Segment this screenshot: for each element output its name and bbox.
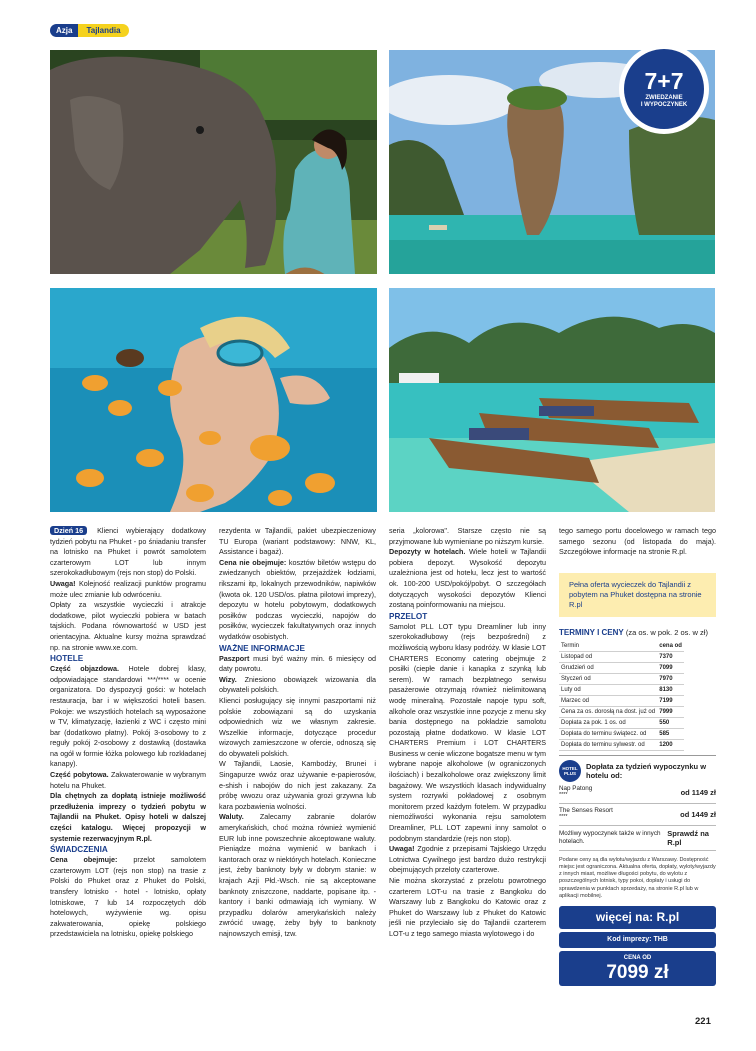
text-column-1	[50, 526, 206, 940]
visa-text-3: W Tajlandii, Laosie, Kambodży, Brunei i Singapurze wwóz oraz używanie e-papierosów, e-shish i nabojów do nich jest zakazany. Za próbę wwozu oraz używania grozi grzywna lub kara pozbawienia wolności.	[219, 759, 376, 811]
warning-text-2: Nie można skorzystać z przelotu powrotnego czarterem LOT-u na trasie z Bangkoku do Warszawy lub z Bangkoku do Katowic oraz z Phuket do Warszawy lub z Phuket do Katowic jeśli nie przyleciało się do Tajlandii czarterem LOT-u z tego samego miasta wylotowego i do	[389, 876, 546, 938]
price-row	[559, 706, 684, 717]
costs-text: Opłaty za wszystkie wycieczki i atrakcje dodatkowe, pilot wycieczki pobiera w batach tajskich. Podana równowartość w USD jest orientacyjna. Aktualne kursy można sprawdzać np. na stronie www.xe.com.	[50, 600, 206, 652]
photo-snorkeling	[50, 288, 377, 512]
text-column-2	[219, 526, 376, 940]
stay-part-label: Część pobytowa.	[50, 770, 109, 780]
price-row-value: 8130	[657, 684, 684, 695]
hotel-name-block	[559, 785, 592, 800]
excludes-label: Cena nie obejmuje:	[219, 557, 287, 567]
tour-part-text: Hotele dobrej klasy, odpowiadające standardowi ***/**** w ocenie organizatora. Do dyspozycji gości: w hotelach restauracja, bar i w większości hoteli basen. Pokoje: we wszystkich hotelach są wyposażone w TV, klimatyzację, łazienki z WC i często mini bar (dodatkowo płatny). Pokój 3-osobowy to z reguły pokój 2-osobowy z dostawką (dostawka na ogół w formie łóżka polowego lub rozkładanej kanapy).	[50, 664, 206, 769]
visa-text: Zniesiono obowiązek wizowania dla obywateli polskich.	[219, 674, 376, 695]
hotel-row[interactable]	[559, 782, 716, 804]
warning-text: Zgodnie z przepisami Tajskiego Urzędu Lotnictwa Cywilnego jest bardzo dużo restrykcji obejmujących przeloty czarterowe.	[389, 844, 546, 875]
price-row-value: 7970	[657, 673, 684, 684]
hotel-surcharge-heading: Dopłata za tydzień wypoczynku w hotelu od:	[586, 761, 707, 780]
hotel-name: Możliwy wypoczynek także w innych hotelach.	[559, 830, 661, 845]
warning-label: Uwaga!	[389, 844, 415, 854]
flight-text: Samolot PLL LOT typu Dreamliner lub inny szerokokadłubowy (rejs bezpośredni) z możliwością wyboru klasy podróży. W klasie LOT CHARTERS Economy catering obejmuje 2 posiłki (ciepłe danie i kanapka z szynką lub serem). W ramach bezpłatnego serwisu pasażerowie otrzymają również nielimitowaną wodę mineralną. Pozostałe napoje typu soft, alkohole oraz wszystkie inne pozycje z menu sky bania dostępnego na pokładzie samolotu pozostają płatne dodatkowo. W klasie LOT CHARTERS Premium i LOT CHARTERS Business w cenie wliczone bogatsze menu w tym wybrane napoje alkoholowe (w ograniczonych ilościach) i bezalkoholowe oraz zwiększony limit bagażowy. We wszystkich klasach indywidualny system rozrywki pokładowej z osobnym monitorem przed każdym fotelem. W przypadku niemożliwości wykonania rejsu samolotem Dreamliner, PLL LOT zapewni inny samolot o podobnym standardzie (rejs non stop).	[389, 621, 546, 843]
price-row-value: 7999	[657, 706, 684, 717]
price-row-label: Dopłata do terminu świątecz. od	[559, 728, 657, 739]
promo-box[interactable]: Pełna oferta wycieczek do Tajlandii z pobytem na Phuket dostępna na stronie R.pl	[559, 573, 716, 617]
note-text: Kolejność realizacji punktów programu może ulec zmianie lub odwróceniu.	[50, 578, 206, 599]
hotel-price: Sprawdź na R.pl	[667, 828, 709, 847]
price-row-label: Dopłata za pok. 1 os. od	[559, 717, 657, 728]
stay-part-text: Zakwaterowanie w wybranym hotelu na Phuket.	[50, 770, 206, 790]
hotel-stars: ****	[559, 814, 568, 821]
visa-text-2: Klienci posługujący się innymi paszportami niż polskie zobowiązani są do uzyskania odpowiednich wiz we własnym zakresie. Wszelkie informacje, dotyczące procedur wizowych zamieszczone w ofercie, odnoszą się do obywateli polskich.	[219, 695, 376, 758]
more-info-button[interactable]: więcej na: R.pl	[559, 906, 716, 929]
price-row-label: Marzec od	[559, 695, 657, 706]
price-row-label: Styczeń od	[559, 673, 657, 684]
note-label: Uwaga!	[50, 578, 76, 588]
price-row-value: 7199	[657, 695, 684, 706]
price-row-value: cena od	[657, 641, 684, 652]
passport-text: musi być ważny min. 6 miesięcy od daty powrotu.	[219, 653, 376, 674]
excludes-text: kosztów biletów wstępu do zwiedzanych obiektów, przejażdżek łodziami, rikszami itp, lokalnych przewodników, napiwków (kwota ok. 120 USD/os. płatna pilotowi imprezy), depozytu w hotelu pobytowym, dodatkowych posiłków podczas wycieczki, napojów do posiłków, wycieczek fakultatywnych oraz innych wydatków osobistych.	[219, 557, 376, 641]
price-row	[559, 641, 684, 652]
hotel-plus-logo: HOTEL PLUS	[559, 760, 581, 782]
hotel-header	[559, 755, 716, 782]
hotel-name: Nap Patong	[559, 784, 593, 792]
photo-elephant	[50, 50, 377, 274]
price-row-value: 1200	[657, 739, 684, 750]
visa-label: Wizy.	[219, 674, 237, 684]
price-footnote: Podane ceny są dla wylotu/wyjazdu z Warszawy. Dostępność miejsc jest ograniczona. Aktualna oferta, dopłaty, wyloty/wyjazdy z innych miast, możliwe długości pobytu, do wylotu z poszczególnych lotnisk, typy pokoi, dopłaty i usługi do sprawdzenia w punktach sprzedaży, na stronie R.pl lub w aplikacji mobilnej.	[559, 856, 716, 899]
tour-code: Kod imprezy: THB	[559, 932, 716, 948]
services-heading: ŚWIADCZENIA	[50, 845, 108, 855]
price-row	[559, 695, 684, 706]
flight-continued: tego samego portu docelowego w ramach tego samego sezonu (od listopada do maja). Szczegółowe informacje na stronie R.pl.	[559, 526, 716, 557]
includes-label: Cena obejmuje:	[50, 855, 118, 865]
price-row	[559, 684, 684, 695]
badge-line2: I WYPOCZYNEK	[640, 102, 688, 108]
price-row-label: Luty od	[559, 684, 657, 695]
hotel-name: The Senses Resort	[559, 806, 613, 814]
passport-label: Paszport	[219, 653, 250, 663]
currency-label: Waluty.	[219, 812, 244, 822]
extension-text: Dla chętnych za dopłatą istnieje możliwość przedłużenia imprezy o tydzień pobytu w Tajlandii na Phuket. Opisy hoteli w dalszej części katalogu. Więcej propozycji w systemie rezerwacyjnym R.pl.	[50, 791, 206, 843]
price-row	[559, 739, 684, 750]
price-row	[559, 673, 684, 684]
hotel-stars: ****	[559, 792, 568, 799]
tour-type-badge	[619, 44, 709, 134]
price-row-label: Dopłata do terminu sylwestr. od	[559, 739, 657, 750]
price-row	[559, 717, 684, 728]
prices-table	[559, 641, 684, 751]
price-row-value: 550	[657, 717, 684, 728]
currency-text: Zalecamy zabranie dolarów amerykańskich, choć można również wymienić EUR lub inne powszechnie akceptowane waluty. Pieniądze można wymienić w bankach i kantorach oraz w niektórych hotelach. Konieczne jest, żeby banknoty były w dobrym stanie: w krajach Azji Płd.-Wsch. nie są akceptowane banknoty zniszczone, naddarte, popisane itp. - kantory i banki odmawiają ich wymiany. W przypadku dolarów amerykańskich należy zwrócić uwagę, żeby były to banknoty najnowszych emisji, tzw.	[219, 812, 376, 938]
breadcrumb-region[interactable]: Azja	[50, 24, 78, 37]
price-row-label: Grudzień od	[559, 662, 657, 673]
price-box[interactable]	[559, 951, 716, 986]
currency-continued: seria „kolorowa". Starsze często nie są przyjmowane lub wymieniane po niższym kursie.	[389, 526, 546, 546]
hotel-name-block	[559, 807, 613, 822]
hotel-name-block	[559, 830, 667, 845]
deposit-label: Depozyty w hotelach.	[389, 547, 466, 557]
hotel-row[interactable]	[559, 804, 716, 826]
day-label: Dzień 16	[50, 526, 87, 535]
price-row-label: Listopad od	[559, 651, 657, 662]
dates-subtitle: (za os. w pok. 2 os. w zł)	[625, 627, 708, 637]
price-row-value: 7370	[657, 651, 684, 662]
includes-continued: rezydenta w Tajlandii, pakiet ubezpieczeniowy TU Europa (wariant podstawowy: NNW, KL, Assistance i bagaż).	[219, 526, 376, 557]
price-row-value: 7099	[657, 662, 684, 673]
hotels-heading: HOTELE	[50, 654, 84, 664]
hotel-price: od 1149 zł	[680, 787, 716, 797]
price-label: CENA OD	[623, 955, 652, 961]
price-row-label: Cena za os. dorosłą na dost. już od	[559, 706, 657, 717]
hotel-row[interactable]	[559, 826, 716, 851]
price-row	[559, 651, 684, 662]
badge-title: 7+7	[644, 68, 684, 94]
day-16-text: Klienci wybierający dodatkowy tydzień pobytu na Phuket - po śniadaniu transfer na lotnisko na Phuket i powrót samolotem czarterowym LOT lub innym szerokokadłubowym (rejs non stop) do Polski.	[50, 526, 207, 578]
hotel-price: od 1449 zł	[680, 809, 716, 819]
breadcrumb	[50, 24, 129, 37]
right-column	[559, 526, 716, 986]
hotel-list	[559, 782, 716, 851]
dates-prices-title	[559, 628, 716, 638]
photo-boats	[389, 288, 715, 512]
price-row-value: 585	[657, 728, 684, 739]
dates-title: TERMINY I CENY	[559, 627, 624, 637]
price-row-label: Termin	[559, 641, 657, 652]
tour-part-label: Część objazdowa.	[50, 664, 119, 674]
flight-heading: PRZELOT	[389, 611, 428, 621]
breadcrumb-country[interactable]: Tajlandia	[78, 24, 128, 37]
page-number: 221	[695, 1016, 711, 1027]
price-value: 7099 zł	[606, 962, 669, 983]
info-heading: WAŻNE INFORMACJE	[219, 643, 305, 653]
price-row	[559, 728, 684, 739]
deposit-text: Wiele hoteli w Tajlandii pobiera depozyt. Wysokość depozytu uzależniona jest od hotelu, lecz jest to wartość ok. 100-200 USD/pokój/pobyt. O szczegółach dotyczących wysokości depozytów Klienci zostaną poinformowaniu na miejscu.	[389, 547, 546, 610]
text-column-3	[389, 526, 546, 940]
price-row	[559, 662, 684, 673]
includes-text: przelot samolotem czarterowym LOT (rejs non stop) na trasie z Polski do Phuket oraz z Phuket do Polski, transfery lotnisko - hotel - lotnisko, opłaty lotniskowe, 7 lub 14 rozpoczętych dób hotelowych, wyżywienie wg. opisu zakwaterowania, opiekę polskiego przedstawiciela na lotnisku, opiekę polskiego	[50, 855, 206, 939]
badge-line1: ZWIEDZANIE	[645, 95, 683, 101]
